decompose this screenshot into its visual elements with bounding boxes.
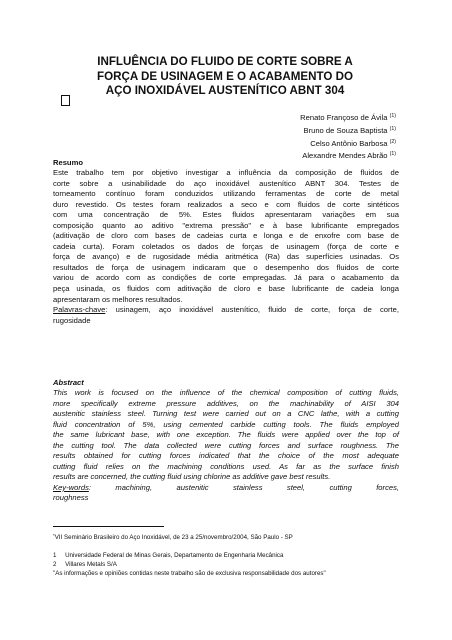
keywords-text: : usinagem, aço inoxidável austenítico, fluido de corte, força de corte, xyxy=(105,305,399,315)
resumo-keywords xyxy=(53,305,399,316)
resumo-line: peça usinada, os fluidos com aditivação de cloro e base lubrificante de cadeia longa xyxy=(53,284,399,294)
abstract-line: austenitic stainless steel. Turning test were carried out on a CNC lathe, with a cutting xyxy=(53,409,399,419)
keywords-label: Key-words xyxy=(53,482,89,492)
author-affiliation: (1) xyxy=(389,125,396,132)
footnote-disclaimer: "As informações e opiniões contidas neste trabalho são de exclusiva responsabilidade dos autores" xyxy=(53,570,326,577)
resumo-line: força de avanço) e de rugosidade média aritmética (Ra) das superfícies usinadas. Os xyxy=(53,252,399,262)
author-1 xyxy=(300,111,396,124)
author-2 xyxy=(300,124,396,137)
footnote-event-text: VII Seminário Brasileiro do Aço Inoxidável, de 23 a 25/novembro/2004, São Paulo - SP xyxy=(54,534,293,541)
abstract-heading: Abstract xyxy=(53,378,84,387)
abstract-keywords-cont: roughness xyxy=(53,493,89,503)
affiliation-text: Universidade Federal de Minas Gerais, Departamento de Engenharia Mecânica xyxy=(65,552,284,559)
abstract-line: This work is focused on the influence of the chemical composition of cutting fluids, xyxy=(53,388,399,397)
title-line-2: FORÇA DE USINAGEM E O ACABAMENTO DO xyxy=(97,69,353,83)
paper-title xyxy=(60,55,390,110)
resumo-line: com uma concentração de 5%. Estes fluidos apresentaram variações em sua xyxy=(53,210,399,220)
resumo-line: variou de acordo com as condições de corte empregadas. Já para o acabamento da xyxy=(53,273,399,283)
author-3 xyxy=(300,137,396,150)
footnote-event xyxy=(53,532,293,542)
abstract-line: more specifically extreme pressure additives, on the machinability of AISI 304 xyxy=(53,398,399,408)
title-line-1: INFLUÊNCIA DO FLUIDO DE CORTE SOBRE A xyxy=(97,55,353,68)
author-name: Bruno de Souza Baptista xyxy=(303,125,388,135)
resumo-line: duro revestido. Os testes foram realizados a seco e com fluidos de corte sintéticos xyxy=(53,199,399,209)
keywords-text: : machining, austenitic stainless steel, cutting forces, xyxy=(88,482,399,492)
abstract-line: the cutting tool. The data collected were cutting forces and surface roughness. The xyxy=(53,440,399,450)
author-name: Alexandre Mendes Abrão xyxy=(302,151,388,161)
resumo-line: Este trabalho tem por objetivo investigar a influência da composição de fluidos de xyxy=(53,168,399,177)
author-4 xyxy=(300,149,396,162)
abstract-line: results are concerned, the cutting fluid using chlorine as additive gave best results. xyxy=(53,472,331,482)
abstract-line: cutting fluid relies on the machining conditions used. As far as the surface finish xyxy=(53,461,399,471)
resumo-body xyxy=(53,168,399,326)
author-list xyxy=(300,111,396,162)
abstract-line: fluid concentration of 5%, using cemented carbide cutting tools. The fluids employed xyxy=(53,419,399,429)
abstract-line: the same lubricant base, with one exception. The fluids were applied over the top of xyxy=(53,430,399,440)
title-line-3 xyxy=(60,84,390,110)
resumo-line: cadeia curta). Foram coletados os dados de forças de usinagem (força de corte e xyxy=(53,241,399,251)
title-line-3-text: AÇO INOXIDÁVEL AUSTENÍTICO ABNT 304 xyxy=(105,84,345,97)
resumo-line: resultados de força de usinagem indicaram que o desempenho dos fluidos de corte xyxy=(53,262,399,272)
author-name: Celso Antônio Barbosa xyxy=(310,138,388,148)
affiliation-number: 1 xyxy=(53,552,57,559)
footnote-affiliation-2 xyxy=(53,561,117,569)
resumo-line: composição quanto ao aditivo "extrema pressão" e à base lubrificante empregados xyxy=(53,220,399,230)
resumo-line: corte sobre a usinabilidade do aço inoxidável austenítico ABNT 304. Testes de xyxy=(53,178,399,188)
abstract-body xyxy=(53,388,399,504)
author-affiliation: (1) xyxy=(389,151,396,158)
footnote-mark: * xyxy=(53,533,55,538)
footnote-marker-box xyxy=(61,95,70,106)
abstract-line: results obtained for cutting forces indicated that the choice of the most adequate xyxy=(53,451,399,461)
resumo-line: apresentaram os melhores resultados. xyxy=(53,294,183,304)
affiliation-text: Villares Metals S/A xyxy=(65,561,117,568)
author-name: Renato Françoso de Ávila xyxy=(300,113,388,122)
resumo-line: (aditivação de cloro com bases de cadeias curta e longa e de enxofre com base de xyxy=(53,231,399,241)
affiliation-number: 2 xyxy=(53,561,57,568)
author-affiliation: (1) xyxy=(389,113,396,119)
keywords-label: Palavras-chave xyxy=(53,305,106,315)
resumo-keywords-cont: rugosidade xyxy=(53,315,91,325)
resumo-heading: Resumo xyxy=(53,158,83,167)
footnote-divider xyxy=(53,526,164,527)
resumo-line: torneamento contínuo foram conduzidos utilizando ferramentas de corte de metal xyxy=(53,189,399,199)
author-affiliation: (2) xyxy=(389,138,396,145)
abstract-keywords xyxy=(53,483,399,494)
footnote-affiliation-1 xyxy=(53,552,283,560)
